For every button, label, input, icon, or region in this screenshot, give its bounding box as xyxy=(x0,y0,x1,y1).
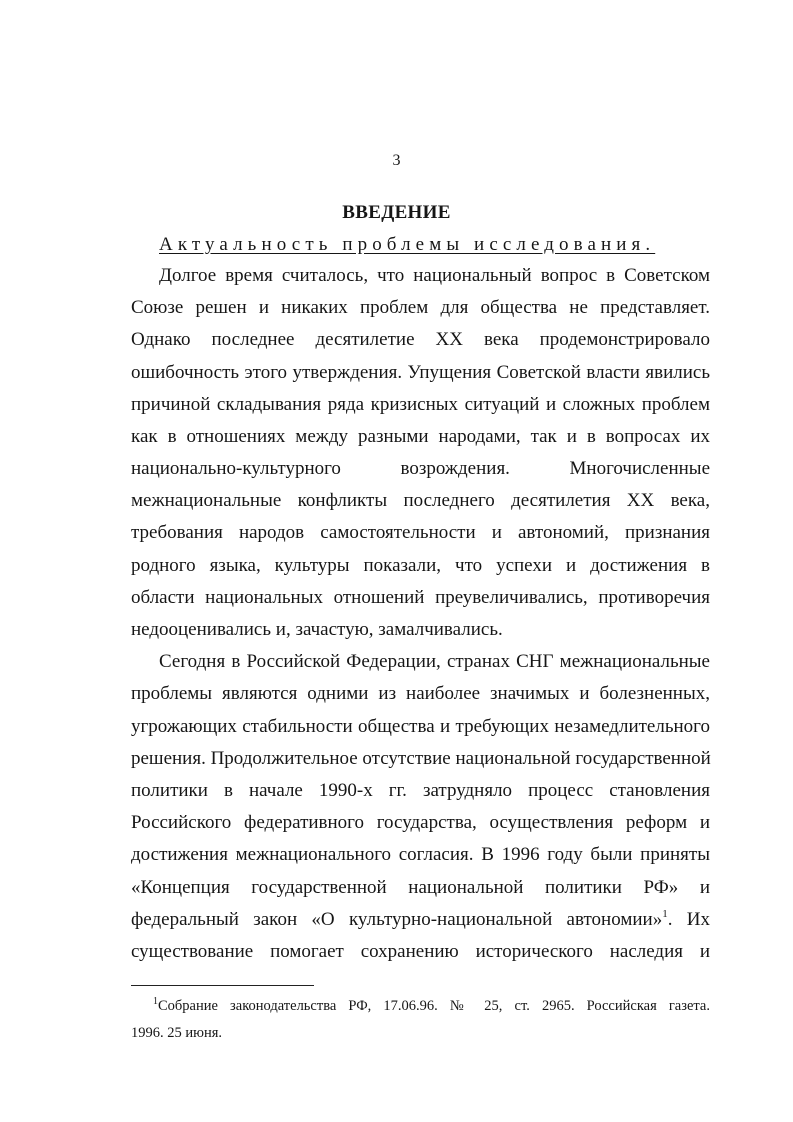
text-line: как в отношениях между разными народами, так и в вопросах их xyxy=(131,426,710,447)
text-line: решения. Продолжительное отсутствие национальной государственной xyxy=(131,748,711,769)
footnote-reference[interactable]: 1 xyxy=(662,908,668,920)
text-line: родного языка, культуры показали, что успехи и достижения в xyxy=(131,555,710,576)
text-line: требования народов самостоятельности и автономий, признания xyxy=(131,522,710,543)
section-subtitle: Актуальность проблемы исследования. xyxy=(159,234,656,255)
text-fragment: федеральный закон «О культурно-национальной автономии» xyxy=(131,909,663,930)
text-line: «Концепция государственной национальной политики РФ» и xyxy=(131,877,710,898)
text-line xyxy=(131,908,710,932)
footnote-line xyxy=(153,996,710,1016)
text-line: недооценивались и, зачастую, замалчивались. xyxy=(131,619,503,640)
text-line: Союзе решен и никаких проблем для общества не представляет. xyxy=(131,297,710,318)
text-line: Российского федеративного государства, осуществления реформ и xyxy=(131,812,710,833)
footnote-text: Собрание законодательства РФ, 17.06.96. № 25, ст. 2965. Российская газета. xyxy=(158,998,710,1014)
text-line: причиной складывания ряда кризисных ситуаций и сложных проблем xyxy=(131,394,710,415)
text-line: Однако последнее десятилетие XX века продемонстрировало xyxy=(131,329,710,350)
page-title: ВВЕДЕНИЕ xyxy=(342,202,451,223)
text-line: существование помогает сохранению исторического наследия и xyxy=(131,941,710,962)
footnote-marker: 1 xyxy=(153,996,158,1007)
text-line: Долгое время считалось, что национальный вопрос в Советском xyxy=(159,265,710,286)
text-line: области национальных отношений преувеличивались, противоречия xyxy=(131,587,710,608)
footnote-divider xyxy=(131,985,314,986)
text-line: национально-культурного возрождения. Многочисленные xyxy=(131,458,710,479)
text-fragment: . Их xyxy=(667,909,710,930)
footnote-line: 1996. 25 июня. xyxy=(131,1025,223,1041)
text-line: достижения межнационального согласия. В 1996 году были приняты xyxy=(131,844,710,865)
text-line: политики в начале 1990-х гг. затрудняло процесс становления xyxy=(131,780,710,801)
text-line: угрожающих стабильности общества и требующих незамедлительного xyxy=(131,716,710,737)
text-line: проблемы являются одними из наиболее значимых и болезненных, xyxy=(131,683,710,704)
page-number: 3 xyxy=(392,152,401,169)
text-line: Сегодня в Российской Федерации, странах СНГ межнациональные xyxy=(159,651,710,672)
text-line: ошибочность этого утверждения. Упущения Советской власти явились xyxy=(131,362,710,383)
text-line: межнациональные конфликты последнего десятилетия XX века, xyxy=(131,490,710,511)
